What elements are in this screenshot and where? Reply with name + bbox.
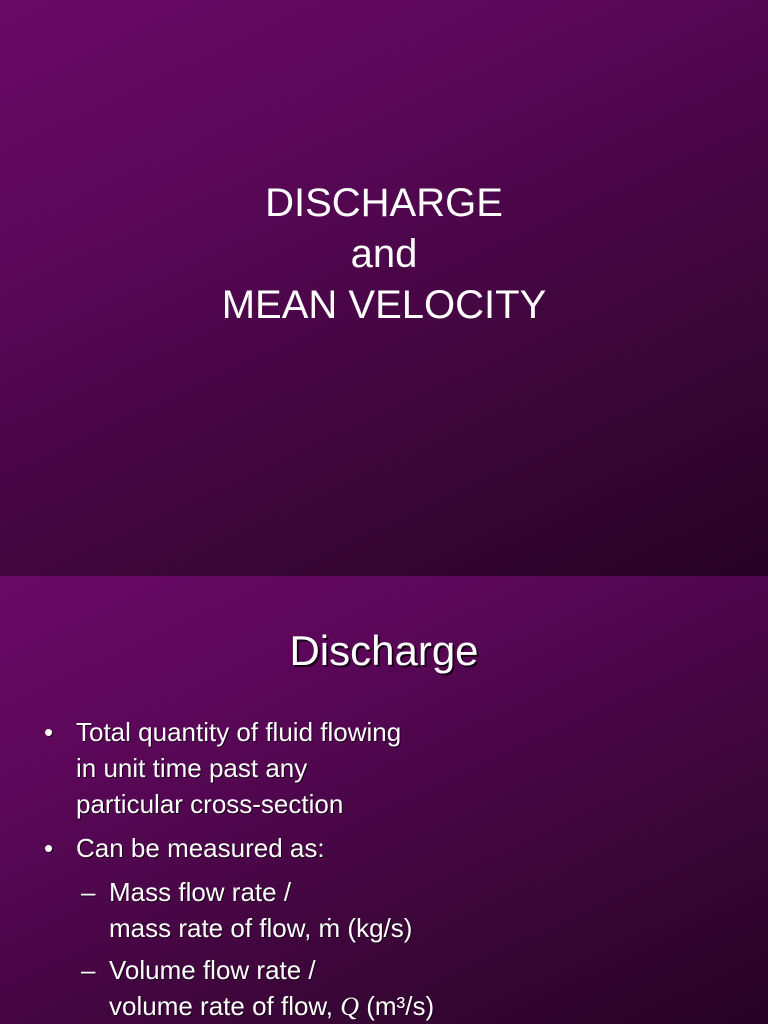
sub-text-unit: (m³/s) [359, 991, 435, 1021]
bullet-text-line: Total quantity of fluid flowing [76, 717, 402, 747]
sub-text-line [109, 910, 768, 946]
bullet-list [0, 714, 768, 1024]
mass-flow-symbol: ṁ [318, 913, 341, 943]
title-line-3: MEAN VELOCITY [221, 283, 547, 327]
bullet-marker: • [44, 717, 54, 747]
title-line-2: and [350, 232, 418, 276]
sub-text-prefix: mass rate of flow, [109, 913, 319, 943]
sub-text-line: Volume flow rate / [109, 955, 316, 985]
slide-heading: Discharge [289, 627, 479, 674]
slide-title [0, 178, 768, 331]
discharge-slide [0, 576, 768, 1024]
bullet-item-definition [0, 714, 768, 822]
sub-item-volume-flow [0, 952, 768, 1024]
sub-text-prefix: volume rate of flow, [109, 991, 341, 1021]
bullet-text-line: in unit time past any [76, 753, 308, 783]
bullet-text-line: particular cross-section [76, 789, 344, 819]
sub-marker: – [81, 955, 96, 985]
bullet-item-measured [0, 830, 768, 866]
sub-item-mass-flow [0, 874, 768, 946]
title-line-1: DISCHARGE [265, 181, 503, 225]
sub-text-unit: (kg/s) [340, 913, 413, 943]
sub-text-line: Mass flow rate / [109, 877, 292, 907]
sub-text-line [109, 988, 768, 1024]
bullet-text-line: Can be measured as: [76, 833, 325, 863]
volume-flow-symbol: Q [340, 992, 360, 1021]
sub-marker: – [81, 877, 96, 907]
bullet-marker: • [44, 833, 54, 863]
